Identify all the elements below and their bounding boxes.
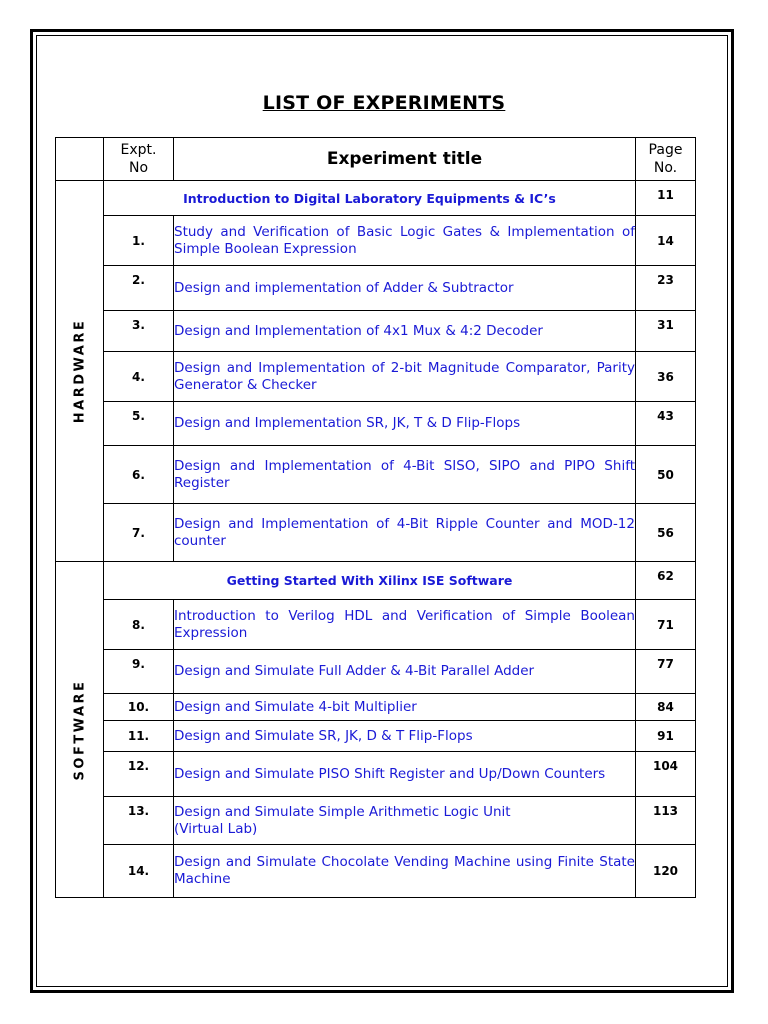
- experiment-number: 8.: [104, 600, 174, 650]
- experiment-page: 43: [636, 402, 696, 446]
- experiment-title: Design and Simulate PISO Shift Register and Up/Down Counters: [174, 752, 636, 797]
- experiment-page: 84: [636, 694, 696, 721]
- table-row: [56, 216, 696, 266]
- table-row: [56, 504, 696, 562]
- section-label-cell: [56, 562, 104, 898]
- table-row: [56, 352, 696, 402]
- experiment-title: Design and Simulate Chocolate Vending Machine using Finite State Machine: [174, 845, 636, 898]
- table-row: [56, 694, 696, 721]
- table-row: [56, 797, 696, 845]
- experiment-title: Design and Simulate SR, JK, D & T Flip-Flops: [174, 721, 636, 752]
- experiment-title: Design and Implementation of 4x1 Mux & 4:2 Decoder: [174, 311, 636, 352]
- header-page-no: [636, 138, 696, 181]
- experiment-number: 11.: [104, 721, 174, 752]
- experiment-title: Design and Simulate Simple Arithmetic Logic Unit (Virtual Lab): [174, 797, 636, 845]
- section-intro-title: Getting Started With Xilinx ISE Software: [104, 562, 636, 600]
- experiment-title: Introduction to Verilog HDL and Verification of Simple Boolean Expression: [174, 600, 636, 650]
- section-intro-page: 62: [636, 562, 696, 600]
- experiment-title: Design and Simulate Full Adder & 4-Bit Parallel Adder: [174, 650, 636, 694]
- experiment-page: 31: [636, 311, 696, 352]
- table-row: [56, 311, 696, 352]
- experiment-page: 50: [636, 446, 696, 504]
- page-title: LIST OF EXPERIMENTS: [262, 92, 506, 114]
- experiment-title: Design and Simulate 4-bit Multiplier: [174, 694, 636, 721]
- section-intro-row: [56, 181, 696, 216]
- section-intro-title: Introduction to Digital Laboratory Equipments & IC’s: [104, 181, 636, 216]
- section-label-cell: [56, 181, 104, 562]
- header-blank: [56, 138, 104, 181]
- table-row: [56, 721, 696, 752]
- experiment-number: 4.: [104, 352, 174, 402]
- section-label: HARDWARE: [72, 318, 87, 424]
- experiment-page: 56: [636, 504, 696, 562]
- experiment-number: 10.: [104, 694, 174, 721]
- experiment-page: 23: [636, 266, 696, 311]
- experiment-title: Design and Implementation of 4-Bit Ripple Counter and MOD-12 counter: [174, 504, 636, 562]
- experiment-number: 9.: [104, 650, 174, 694]
- experiment-page: 77: [636, 650, 696, 694]
- experiment-title: Design and implementation of Adder & Subtractor: [174, 266, 636, 311]
- experiment-number: 12.: [104, 752, 174, 797]
- experiment-title: Design and Implementation of 4-Bit SISO, SIPO and PIPO Shift Register: [174, 446, 636, 504]
- table-row: [56, 266, 696, 311]
- header-expt-no: [104, 138, 174, 181]
- table-row: [56, 752, 696, 797]
- experiment-number: 13.: [104, 797, 174, 845]
- experiment-title: Study and Verification of Basic Logic Gates & Implementation of Simple Boolean Expression: [174, 216, 636, 266]
- experiment-number: 3.: [104, 311, 174, 352]
- header-page-no-label: Page No.: [648, 142, 683, 176]
- table-row: [56, 650, 696, 694]
- experiment-number: 7.: [104, 504, 174, 562]
- section-intro-row: [56, 562, 696, 600]
- experiment-number: 5.: [104, 402, 174, 446]
- experiment-page: 14: [636, 216, 696, 266]
- experiments-table: [55, 137, 696, 898]
- table-row: [56, 446, 696, 504]
- section-label: SOFTWARE: [72, 679, 87, 780]
- experiment-number: 6.: [104, 446, 174, 504]
- experiment-title: Design and Implementation of 2-bit Magnitude Comparator, Parity Generator & Checker: [174, 352, 636, 402]
- experiment-page: 120: [636, 845, 696, 898]
- table-row: [56, 402, 696, 446]
- experiment-number: 1.: [104, 216, 174, 266]
- experiment-page: 36: [636, 352, 696, 402]
- experiment-page: 71: [636, 600, 696, 650]
- table-header-row: [56, 138, 696, 181]
- experiment-title: Design and Implementation SR, JK, T & D Flip-Flops: [174, 402, 636, 446]
- table-row: [56, 845, 696, 898]
- experiment-page: 91: [636, 721, 696, 752]
- experiment-page: 104: [636, 752, 696, 797]
- table-body: [56, 181, 696, 898]
- table-row: [56, 600, 696, 650]
- experiment-number: 14.: [104, 845, 174, 898]
- section-intro-page: 11: [636, 181, 696, 216]
- experiment-page: 113: [636, 797, 696, 845]
- header-experiment-title: Experiment title: [174, 138, 636, 181]
- header-expt-no-label: Expt. No: [120, 142, 157, 176]
- experiment-number: 2.: [104, 266, 174, 311]
